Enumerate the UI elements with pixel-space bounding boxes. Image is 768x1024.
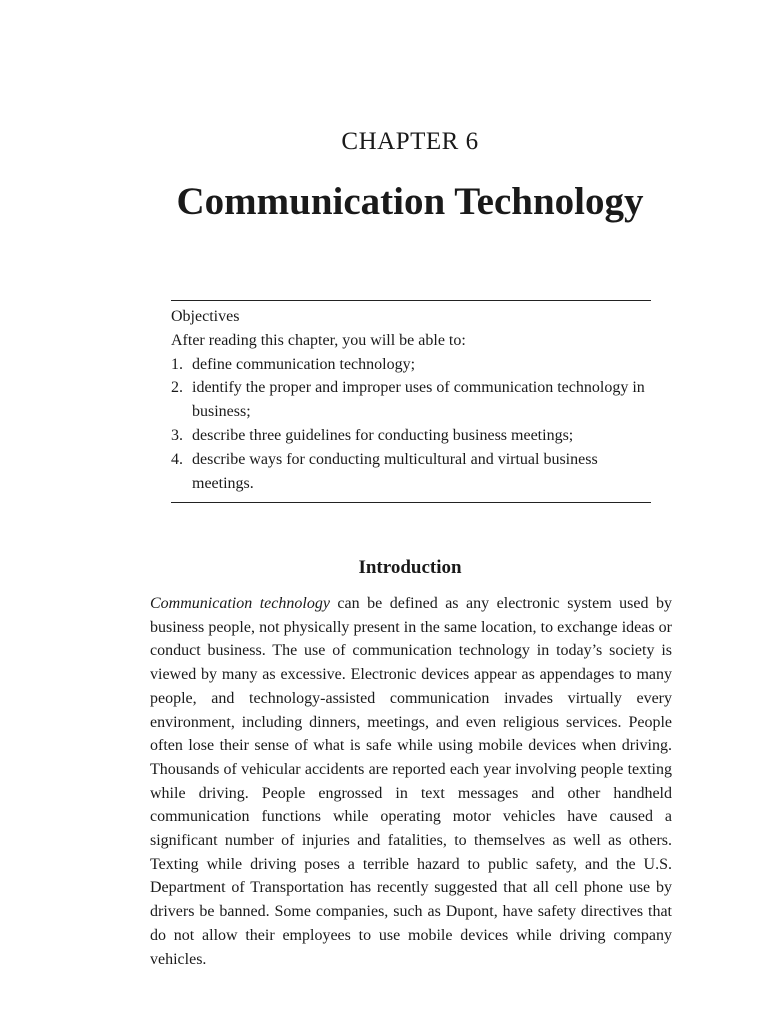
chapter-title: Communication Technology [176, 180, 644, 223]
objective-number: 2. [171, 379, 183, 397]
chapter-label: CHAPTER 6 [341, 128, 479, 155]
objective-text: identify the proper and improper uses of communication technology in business; [192, 379, 645, 421]
objectives-box [171, 300, 651, 503]
objective-number: 4. [171, 450, 183, 468]
introduction-heading: Introduction [358, 557, 462, 578]
objective-number: 1. [171, 355, 183, 373]
objective-item [171, 448, 651, 496]
objectives-intro: After reading this chapter, you will be able to: [171, 331, 466, 349]
objective-item [171, 376, 651, 424]
objective-item [171, 353, 651, 377]
objectives-list [171, 353, 651, 496]
objectives-heading: Objectives [171, 308, 240, 325]
objective-text: describe ways for conducting multicultural and virtual business meetings. [192, 450, 598, 492]
defined-term: Communication technology [150, 595, 330, 612]
objective-number: 3. [171, 426, 183, 444]
objective-text: describe three guidelines for conducting business meetings; [192, 426, 574, 444]
introduction-paragraph [150, 592, 672, 971]
introduction-body-text: can be defined as any electronic system used by business people, not physically present in the same location, to exchange ideas or conduct business. The use of communication technology in today’s society is viewed by many as excessive. Electronic devices appear as appendages to many people, and technology-assisted communication invades virtually every environment, including dinners, meetings, and even religious services. People often lose their sense of what is safe while using mobile devices when driving. Thousands of vehicular accidents are reported each year involving people texting while driving. People engrossed in text messages and other handheld communication functions while operating motor vehicles have caused a significant number of injuries and fatalities, to themselves as well as others. Texting while driving poses a terrible hazard to public safety, and the U.S. Department of Transportation has recently suggested that all cell phone use by drivers be banned. Some companies, such as Dupont, have safety directives that do not allow their employees to use mobile devices while driving company vehicles. [150, 595, 672, 968]
objective-text: define communication technology; [192, 355, 416, 373]
objective-item [171, 424, 651, 448]
